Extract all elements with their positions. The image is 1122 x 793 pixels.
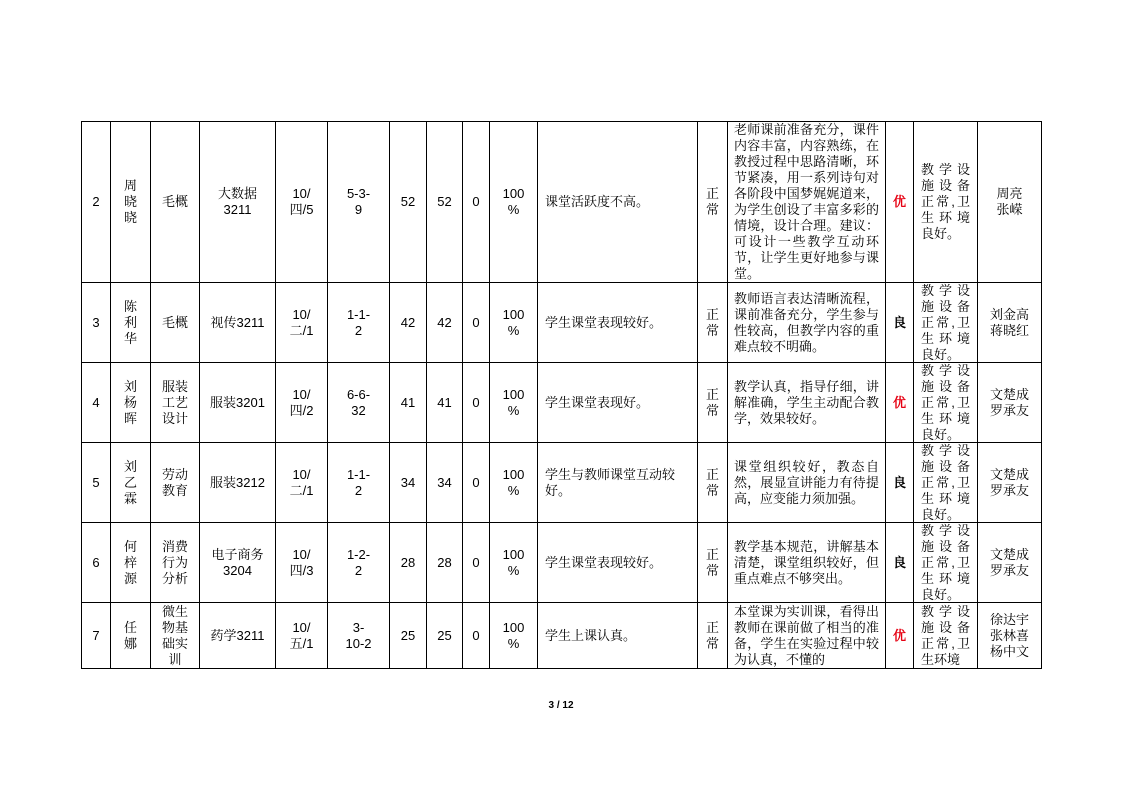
cell-course: 毛概 [151,283,200,363]
evaluator-name: 刘金高 [989,306,1029,322]
cell-present: 52 [427,122,463,283]
cell-enrolled: 34 [390,443,427,523]
cell-environment: 教学设施设备正常,卫生环境良好。 [914,363,978,443]
cell-class: 服装3201 [200,363,276,443]
cell-evaluators [978,443,1042,523]
cell-status: 正常 [698,523,728,603]
page-indicator: 3 / 12 [548,700,574,711]
cell-evaluators [978,122,1042,283]
cell-teaching-evaluation: 教学认真，指导仔细，讲解准确，学生主动配合教学，效果较好。 [728,363,886,443]
cell-period: 1-2-2 [328,523,390,603]
cell-student-performance: 学生课堂表现较好。 [538,523,698,603]
cell-index: 4 [82,363,111,443]
cell-date: 10/二/1 [276,443,328,523]
cell-status: 正常 [698,443,728,523]
cell-index: 3 [82,283,111,363]
cell-date: 10/二/1 [276,283,328,363]
cell-period: 6-6-32 [328,363,390,443]
cell-student-performance: 学生课堂表现好。 [538,363,698,443]
evaluator-name: 罗承友 [989,482,1029,498]
cell-date: 10/四/2 [276,363,328,443]
cell-attendance-rate: 100% [490,363,538,443]
cell-period: 3-10-2 [328,603,390,669]
evaluator-name: 罗承友 [989,402,1029,418]
evaluator-name: 周亮 [996,186,1023,201]
evaluator-name: 蒋晓红 [989,322,1029,338]
cell-class: 药学3211 [200,603,276,669]
cell-index: 2 [82,122,111,283]
cell-evaluators [978,603,1042,669]
cell-student-performance: 学生课堂表现较好。 [538,283,698,363]
cell-evaluators [978,283,1042,363]
cell-teaching-evaluation: 教师语言表达清晰流程，课前准备充分，学生参与性较高，但教学内容的重难点较不明确。 [728,283,886,363]
cell-enrolled: 41 [390,363,427,443]
cell-absent: 0 [463,603,490,669]
cell-grade: 良 [886,283,914,363]
cell-teacher: 任娜 [111,603,151,669]
cell-teaching-evaluation: 老师课前准备充分，课件内容丰富，内容熟练，在教授过程中思路清晰，环节紧凑，用一系列诗句对各阶段中国梦娓娓道来，为学生创设了丰富多彩的情境，设计合理。建议：可设计一些教学互动环节，让学生更好地参与课堂。 [728,122,886,283]
cell-enrolled: 28 [390,523,427,603]
evaluator-name: 杨中文 [989,643,1029,659]
cell-status: 正常 [698,283,728,363]
cell-grade: 优 [886,603,914,669]
cell-absent: 0 [463,122,490,283]
cell-grade: 优 [886,122,914,283]
cell-absent: 0 [463,443,490,523]
cell-environment: 教学设施设备正常,卫生环境良好。 [914,443,978,523]
cell-class: 大数据3211 [200,122,276,283]
cell-grade: 良 [886,523,914,603]
cell-student-performance: 学生与教师课堂互动较好。 [538,443,698,523]
cell-evaluators [978,523,1042,603]
cell-teacher: 陈利华 [111,283,151,363]
cell-course: 劳动教育 [151,443,200,523]
cell-teaching-evaluation: 本堂课为实训课，看得出教师在课前做了相当的准备，学生在实验过程中较为认真，不懂的 [728,603,886,669]
cell-environment: 教学设施设备正常,卫生环境良好。 [914,122,978,283]
cell-enrolled: 25 [390,603,427,669]
cell-enrolled: 42 [390,283,427,363]
cell-teacher: 何梓源 [111,523,151,603]
cell-attendance-rate: 100% [490,443,538,523]
cell-environment: 教学设施设备正常,卫生环境良好。 [914,523,978,603]
cell-status: 正常 [698,122,728,283]
cell-index: 6 [82,523,111,603]
evaluator-name: 张林喜 [989,627,1029,643]
cell-period: 5-3-9 [328,122,390,283]
cell-student-performance: 课堂活跃度不高。 [538,122,698,283]
evaluator-name: 文楚成 [989,386,1029,402]
cell-class: 服装3212 [200,443,276,523]
cell-status: 正常 [698,603,728,669]
cell-class: 电子商务3204 [200,523,276,603]
cell-status: 正常 [698,363,728,443]
evaluator-name: 罗承友 [989,562,1029,578]
cell-index: 7 [82,603,111,669]
cell-teaching-evaluation: 课堂组织较好，教态自然，展显宣讲能力有待提高，应变能力须加强。 [728,443,886,523]
cell-teacher: 刘乙霖 [111,443,151,523]
cell-present: 41 [427,363,463,443]
cell-attendance-rate: 100% [490,283,538,363]
cell-environment: 教学设施设备正常,卫生环境 [914,603,978,669]
cell-index: 5 [82,443,111,523]
cell-date: 10/四/3 [276,523,328,603]
cell-class: 视传3211 [200,283,276,363]
cell-course: 消费行为分析 [151,523,200,603]
cell-present: 25 [427,603,463,669]
cell-absent: 0 [463,363,490,443]
evaluator-name: 徐达宇 [989,611,1029,627]
cell-attendance-rate: 100% [490,122,538,283]
cell-date: 10/四/5 [276,122,328,283]
cell-course: 毛概 [151,122,200,283]
cell-period: 1-1-2 [328,283,390,363]
cell-date: 10/五/1 [276,603,328,669]
cell-absent: 0 [463,283,490,363]
cell-environment: 教学设施设备正常,卫生环境良好。 [914,283,978,363]
cell-period: 1-1-2 [328,443,390,523]
evaluation-table [81,121,1042,669]
cell-attendance-rate: 100% [490,523,538,603]
cell-student-performance: 学生上课认真。 [538,603,698,669]
cell-present: 42 [427,283,463,363]
cell-present: 28 [427,523,463,603]
evaluator-name: 文楚成 [989,546,1029,562]
cell-teacher: 周晓晓 [111,122,151,283]
cell-absent: 0 [463,523,490,603]
cell-present: 34 [427,443,463,523]
cell-teacher: 刘杨晖 [111,363,151,443]
cell-attendance-rate: 100% [490,603,538,669]
evaluator-name: 文楚成 [989,466,1029,482]
cell-course: 微生物基础实训 [151,603,200,669]
cell-course: 服装工艺设计 [151,363,200,443]
cell-enrolled: 52 [390,122,427,283]
cell-grade: 优 [886,363,914,443]
cell-teaching-evaluation: 教学基本规范，讲解基本清楚，课堂组织较好，但重点难点不够突出。 [728,523,886,603]
cell-grade: 良 [886,443,914,523]
cell-evaluators [978,363,1042,443]
evaluator-name: 张嵘 [996,202,1023,217]
